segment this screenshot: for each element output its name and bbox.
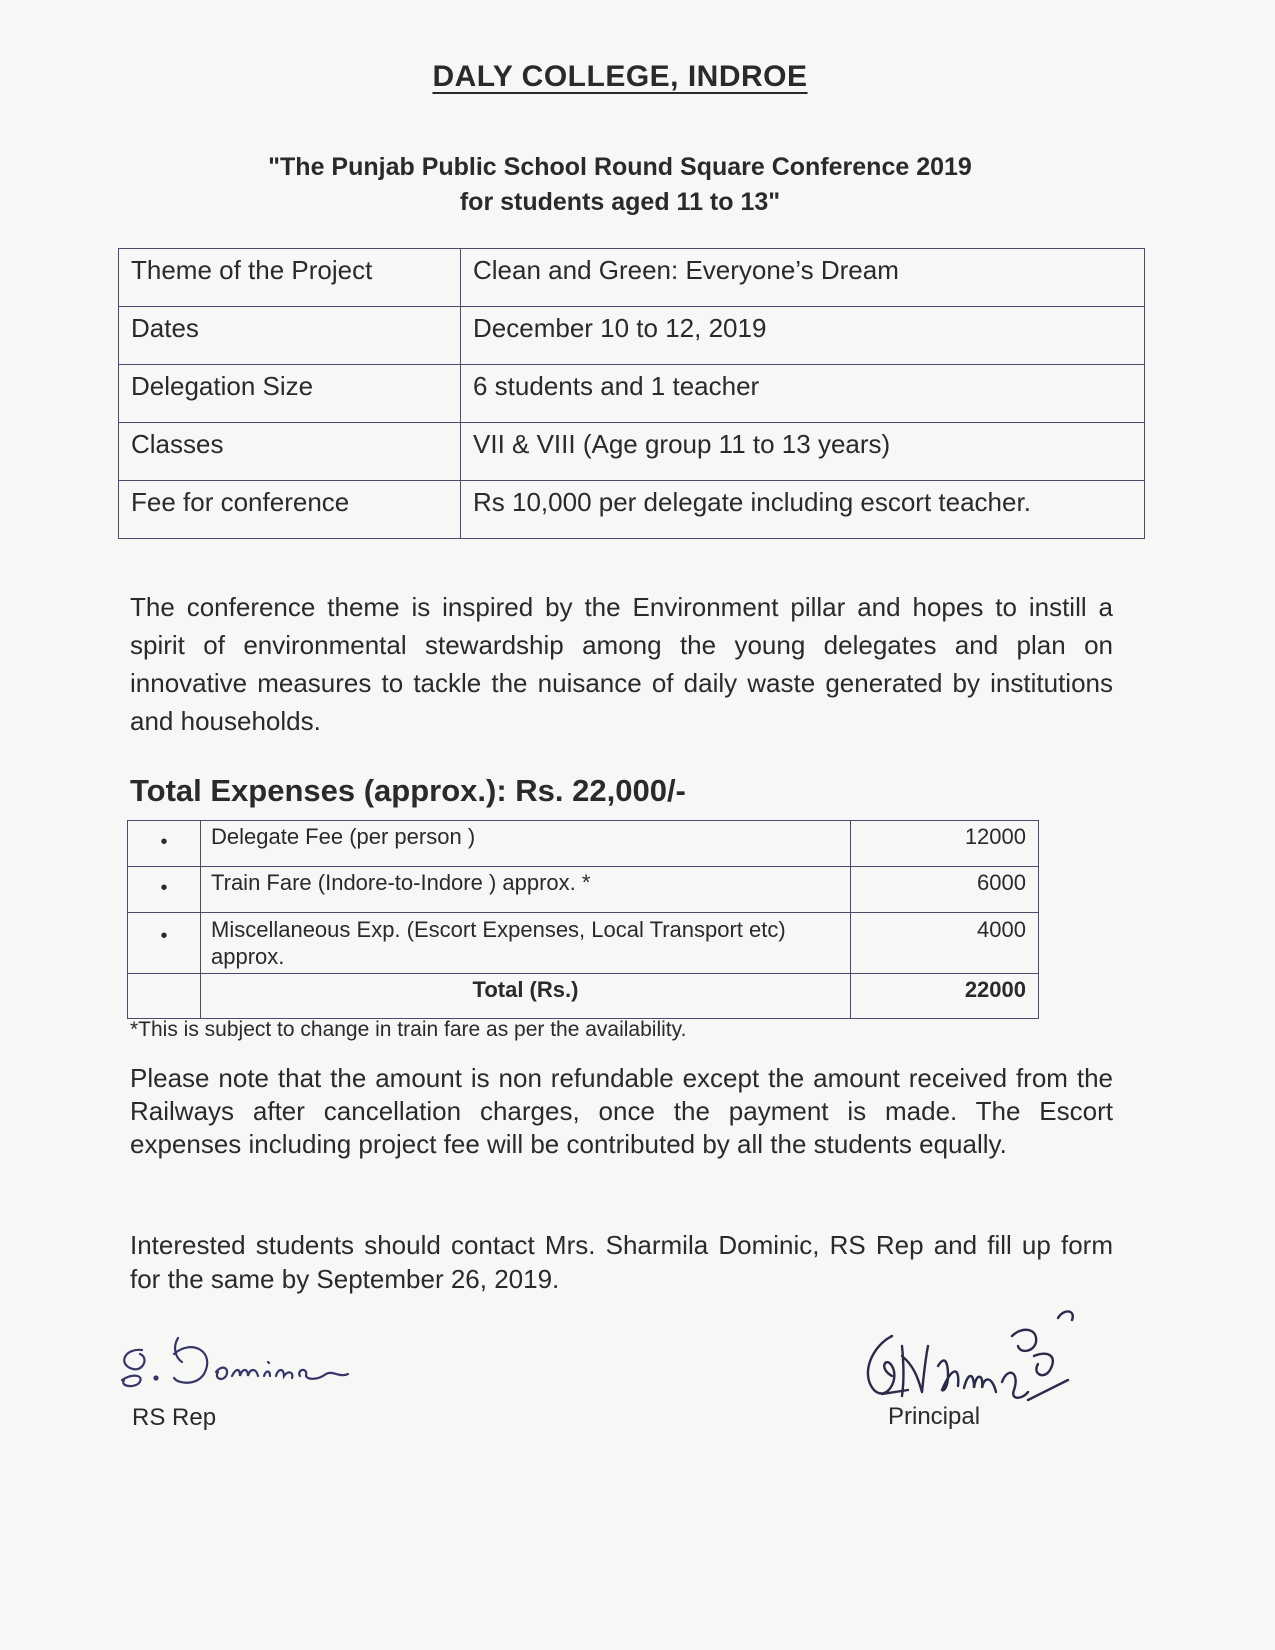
detail-label: Fee for conference <box>119 481 461 539</box>
detail-value: Rs 10,000 per delegate including escort teacher. <box>461 481 1145 539</box>
bullet: • <box>128 821 201 867</box>
detail-value: Clean and Green: Everyone’s Dream <box>461 249 1145 307</box>
contact-paragraph: Interested students should contact Mrs. Sharmila Dominic, RS Rep and fill up form for the same by September 26, 2019. <box>130 1230 1113 1294</box>
detail-value: VII & VIII (Age group 11 to 13 years) <box>461 423 1145 481</box>
college-name: DALY COLLEGE, INDROE <box>432 60 808 93</box>
total-row <box>128 974 1039 1019</box>
detail-label: Delegation Size <box>119 365 461 423</box>
detail-value: 6 students and 1 teacher <box>461 365 1145 423</box>
detail-label: Theme of the Project <box>119 249 461 307</box>
expense-label: Delegate Fee (per person ) <box>201 821 851 867</box>
rs-rep-title: RS Rep <box>132 1404 217 1431</box>
table-row <box>119 481 1145 539</box>
conference-title-line1: "The Punjab Public School Round Square Conference 2019 <box>268 153 972 181</box>
total-amount: 22000 <box>851 974 1039 1019</box>
college-heading <box>0 60 1240 94</box>
expense-label: Miscellaneous Exp. (Escort Expenses, Local Transport etc) approx. <box>201 913 851 974</box>
table-row <box>128 821 1039 867</box>
bullet: • <box>128 867 201 913</box>
total-expenses-heading: Total Expenses (approx.): Rs. 22,000/- <box>130 773 686 808</box>
table-row <box>119 365 1145 423</box>
table-row <box>128 913 1039 974</box>
table-row <box>119 249 1145 307</box>
total-label: Total (Rs.) <box>201 974 851 1019</box>
detail-label: Dates <box>119 307 461 365</box>
table-row <box>128 867 1039 913</box>
intro-paragraph: The conference theme is inspired by the Environment pillar and hopes to instill a spirit of environmental stewardship among the young delegates and plan on innovative measures to tackle the nuisance of daily waste generated by institutions and households. <box>130 592 1113 736</box>
detail-label: Classes <box>119 423 461 481</box>
empty-cell <box>128 974 201 1019</box>
principal-title: Principal <box>888 1403 981 1430</box>
expense-amount: 6000 <box>851 867 1039 913</box>
principal-signature <box>852 1296 1092 1416</box>
expense-amount: 4000 <box>851 913 1039 974</box>
expenses-table <box>127 820 1039 1019</box>
rs-rep-signature <box>112 1328 362 1398</box>
expense-amount: 12000 <box>851 821 1039 867</box>
expense-label: Train Fare (Indore-to-Indore ) approx. * <box>201 867 851 913</box>
refund-paragraph: Please note that the amount is non refundable except the amount received from the Railways after cancellation charges, once the payment is made. The Escort expenses including project fee will be contributed by all the students equally. <box>130 1063 1113 1159</box>
conference-title <box>0 150 1240 220</box>
conference-details-table <box>118 248 1145 539</box>
table-row <box>119 307 1145 365</box>
bullet: • <box>128 913 201 974</box>
table-row <box>119 423 1145 481</box>
detail-value: December 10 to 12, 2019 <box>461 307 1145 365</box>
footnote: *This is subject to change in train fare as per the availability. <box>130 1018 687 1041</box>
conference-title-line2: for students aged 11 to 13" <box>459 188 781 216</box>
